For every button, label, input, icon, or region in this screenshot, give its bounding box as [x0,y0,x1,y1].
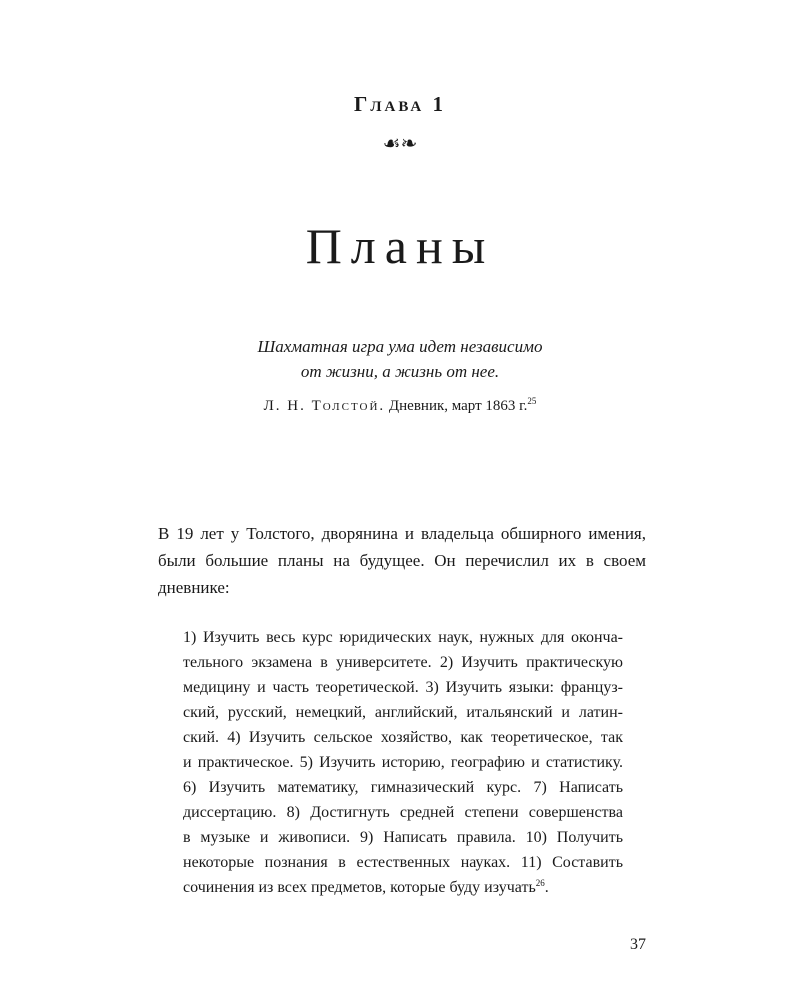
quote-line: некоторые познания в естественных науках. 11) Составить [183,854,623,871]
quote-line: ский. 4) Изучить сельское хозяйство, как теоретическое, так [183,729,623,746]
quote-line: тельного экзамена в университете. 2) Изучить практическую [183,654,623,671]
quote-line: в музыке и живописи. 9) Написать правила. 10) Получить [183,829,623,846]
quote-line-text: сочинения из всех предметов, которые буду изучать [183,879,536,896]
quote-line: 6) Изучить математику, гимназический курс. 7) Написать [183,779,623,796]
quote-line-last: сочинения из всех предметов, которые буду изучать$^{26}$. [183,878,549,896]
quote-line: ский, русский, немецкий, английский, итальянский и латин- [183,704,623,721]
epigraph-line: от жизни, а жизнь от нее. [300,362,500,381]
footnote-ref: 25 [527,396,537,406]
footnote-ref: 26 [535,878,545,888]
quote-line: 1) Изучить весь курс юридических наук, нужных для оконча- [183,629,623,646]
body-line: дневнике: [158,578,230,597]
epigraph-source: Дневник, март 1863 г. [388,398,528,414]
chapter-label: Глава 1 [353,92,446,116]
page-number: 37 [630,936,646,953]
block-quote [183,625,623,900]
quote-line: и практическое. 5) Изучить историю, географию и статистику. [183,754,623,771]
quote-line: медицину и часть теоретической. 3) Изучить языки: француз- [183,679,623,696]
body-paragraph [158,520,646,601]
epigraph [0,334,800,384]
chapter-title: Планы [305,217,495,274]
fleuron-ornament-icon: ☙❧ [382,133,418,155]
epigraph-author: Л. Н. Толстой. [263,398,386,414]
body-line: были большие планы на будущее. Он перечислил их в своем [158,551,646,570]
epigraph-attribution [0,398,800,415]
body-line: В 19 лет у Толстого, дворянина и владельца обширного имения, [158,524,646,543]
epigraph-line: Шахматная игра ума идет независимо [257,337,543,356]
quote-line: диссертацию. 8) Достигнуть средней степени совершенства [183,804,623,821]
